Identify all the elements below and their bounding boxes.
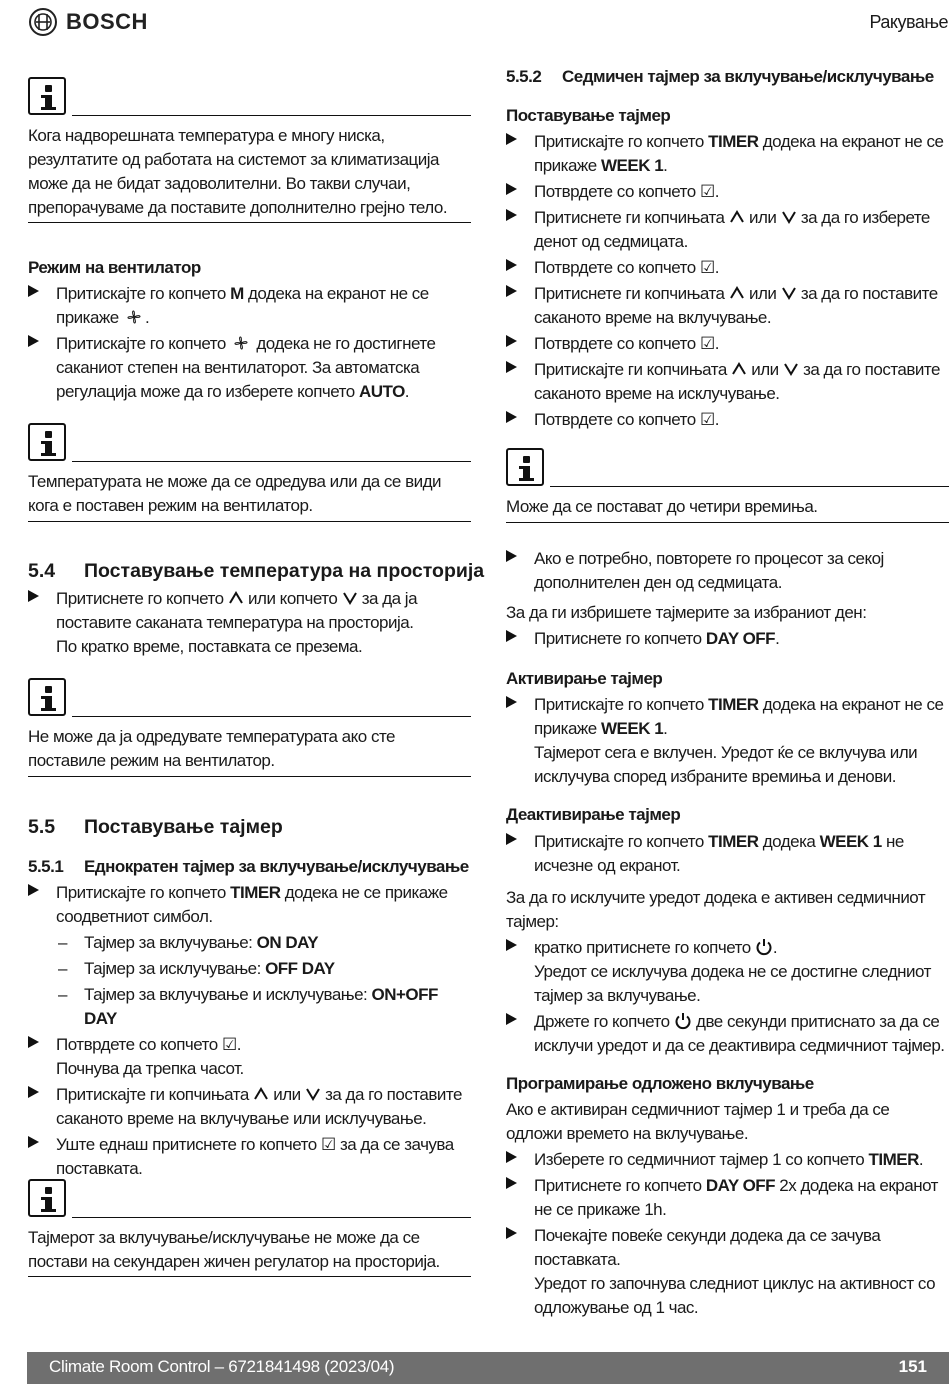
chevron-down-icon (305, 1086, 321, 1102)
activate-timer-title: Активирање тајмер (506, 669, 663, 688)
power-icon (674, 1012, 692, 1030)
section-5-5-2-heading: 5.5.2 Седмичен тајмер за вклучување/исклучување (506, 67, 934, 86)
info-icon (28, 1179, 66, 1217)
check-box-icon: ☑ (699, 410, 715, 429)
note-text: Тајмерот за вклучување/исклучување не може да се постави на секундарен жичен регулатор на просторија. (28, 1228, 440, 1271)
list-item: Потврдете со копчето ☑. (506, 332, 949, 356)
list-item: Притискајте го копчето TIMER додека на екранот не се прикаже WEEK 1. Тајмерот сега е вклучен. Уредот ќе се вклучува или исклучува според избраните времиња и денови. (506, 693, 949, 789)
info-icon (28, 423, 66, 461)
fan-icon (230, 333, 252, 353)
power-icon (755, 938, 773, 956)
list-item: Држете го копчето две секунди притиснато за да се исклучи уредот и да се деактивира седмичниот тајмер. (506, 1010, 949, 1058)
section-label: Ракување (869, 12, 948, 32)
list-item: Притискајте го копчето додека не го достигнете саканиот степен на вентилаторот. За автоматска регулација може да го изберете копчето AUTO. (28, 332, 471, 404)
delayed-start-title: Програмирање одложено вклучување (506, 1074, 814, 1093)
list-item: Притиснете ги копчињата или за да го изберете денот од седмицата. (506, 206, 949, 254)
list-item: Притискајте ги копчињата или за да го поставите саканото време на исклучување. (506, 358, 949, 406)
info-icon (506, 448, 544, 486)
list-item: Притискајте го копчето TIMER додека не се прикаже соодветниот симбол. (28, 881, 471, 929)
list-item: Уште еднаш притиснете го копчето ☑ за да се зачува поставката. (28, 1133, 471, 1181)
list-subitem: – Тајмер за вклучување: ON DAY (28, 931, 471, 955)
delete-intro: За да ги избришете тајмерите за избраниот ден: (506, 603, 867, 622)
chevron-up-icon (253, 1086, 269, 1102)
deactivate-timer-title: Деактивирање тајмер (506, 805, 681, 824)
page-footer (27, 1352, 949, 1384)
list-item: Потврдете со копчето ☑. Почнува да трепка часот. (28, 1033, 471, 1081)
section-5-5-1-list (28, 881, 471, 1181)
check-box-icon: ☑ (699, 334, 715, 353)
chevron-up-icon (729, 285, 745, 301)
list-subitem: – Тајмер за исклучување: OFF DAY (28, 957, 471, 981)
list-item: Притиснете ги копчињата или за да го поставите саканото време на вклучување. (506, 282, 949, 330)
chevron-down-icon (783, 361, 799, 377)
info-icon (28, 678, 66, 716)
chevron-up-icon (228, 590, 244, 606)
list-item: кратко притиснете го копчето . Уредот се исклучува додека не се достигне следниот тајмер за вклучување. (506, 936, 949, 1008)
chevron-up-icon (729, 209, 745, 225)
list-item: Притиснете го копчето DAY OFF 2x додека на екранот не се прикаже 1h. (506, 1174, 949, 1222)
delayed-start-section (506, 1098, 949, 1320)
section-5-4-heading: 5.4 Поставување температура на просторија (28, 560, 485, 582)
note-text: Температурата не може да се одредува или да се види кога е поставен режим на вентилатор. (28, 472, 442, 515)
chevron-down-icon (781, 209, 797, 225)
list-item: Притискајте го копчето TIMER додека на екранот не се прикаже WEEK 1. (506, 130, 949, 178)
check-box-icon: ☑ (699, 258, 715, 277)
deactivate-timer-list (506, 830, 949, 1058)
set-timer-list (506, 130, 949, 432)
list-item: Потврдете со копчето ☑. (506, 408, 949, 432)
list-item: Притискајте го копчето M додека на екранот не се прикаже . (28, 282, 471, 330)
list-item: Притиснете го копчето DAY OFF. (506, 627, 949, 651)
delay-intro: Ако е активиран седмичниот тајмер 1 и треба да се одложи времето на вклучување. (506, 1100, 890, 1143)
note-text: Може да се постават до четири времиња. (506, 497, 818, 516)
section-5-5-heading: 5.5 Поставување тајмер (28, 816, 283, 838)
list-item: Ако е потребно, повторете го процесот за секој дополнителен ден од седмицата. (506, 547, 949, 595)
list-item: Потврдете со копчето ☑. (506, 256, 949, 280)
list-item: Почекајте повеќе секунди додека да се зачува поставката. Уредот го започнува следниот циклус на активност со одложување од 1 час. (506, 1224, 949, 1320)
bosch-logo-icon (28, 7, 58, 37)
chevron-down-icon (781, 285, 797, 301)
info-icon (28, 77, 66, 115)
list-item: Притиснете го копчето или копчето за да ја поставите саканата температура на просторија. По кратко време, поставката се презема. (28, 587, 471, 659)
check-box-icon: ☑ (699, 182, 715, 201)
repeat-section (506, 547, 949, 651)
list-item: Притискајте го копчето TIMER додека WEEK 1 не исчезне од екранот. (506, 830, 949, 878)
bosch-logo (28, 6, 148, 38)
fan-mode-title: Режим на вентилатор (28, 258, 201, 277)
section-5-5-1-heading: 5.5.1 Еднократен тајмер за вклучување/исклучување (28, 857, 469, 876)
off-intro: За да го исклучите уредот додека е активен седмичниот тајмер: (506, 888, 926, 931)
set-timer-title: Поставување тајмер (506, 106, 671, 125)
list-item: Притискајте ги копчињата или за да го поставите саканото време на вклучување или исклучување. (28, 1083, 471, 1131)
list-item: Изберете го седмичниот тајмер 1 со копчето TIMER. (506, 1148, 949, 1172)
section-5-4-list (28, 587, 471, 659)
list-subitem: – Тајмер за вклучување и исклучување: ON+OFF DAY (28, 983, 471, 1031)
note-text: Кога надворешната температура е многу ниска, резултатите од работата на системот за климатизација може да не бидат задоволителни. Во такви случаи, препорачуваме да поставите дополнително грејно тело. (28, 126, 448, 217)
note-text: Не може да ја одредувате температурата ако сте поставиле режим на вентилатор. (28, 727, 395, 770)
fan-icon (123, 307, 145, 327)
page-number: 151 (898, 1357, 927, 1376)
fan-mode-list (28, 282, 471, 404)
check-box-icon: ☑ (221, 1035, 237, 1054)
chevron-down-icon (342, 590, 358, 606)
list-item: Потврдете со копчето ☑. (506, 180, 949, 204)
footer-doc-id: Climate Room Control – 6721841498 (2023/04) (49, 1357, 395, 1376)
check-box-icon: ☑ (320, 1135, 336, 1154)
chevron-up-icon (731, 361, 747, 377)
brand-name: BOSCH (66, 9, 148, 34)
activate-timer-list (506, 693, 949, 789)
